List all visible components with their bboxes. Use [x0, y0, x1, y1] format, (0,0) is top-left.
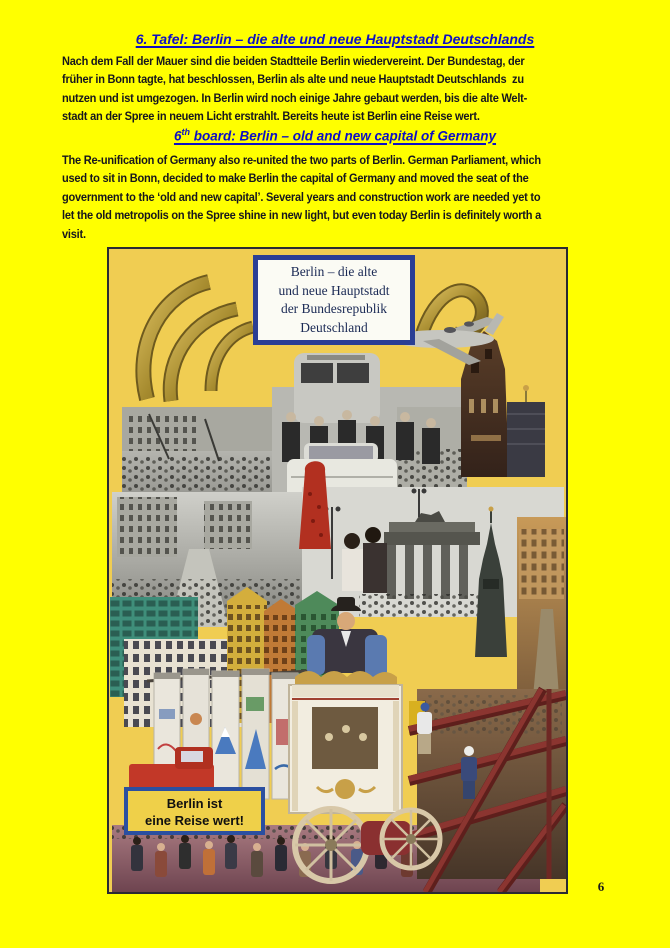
bus-photo — [294, 353, 380, 423]
ordinal-superscript: th — [181, 127, 190, 137]
text-line: let the old metropolis on the Spree shine in new light, but even today Berlin is definitely worth a — [62, 208, 542, 223]
plaque-line: Berlin – die alte — [290, 264, 378, 279]
text-line: nutzen und ist umgezogen. In Berlin wird noch einige Jahre gebaut werden, bis die alte Welt- — [62, 90, 528, 105]
plaque-line: und neue Hauptstadt — [278, 282, 390, 298]
collage-title-plaque — [253, 255, 415, 345]
text-line: stadt an der Spree in neuem Licht erstrahlt. Bereits heute ist Berlin eine Reise wert. — [62, 109, 480, 124]
text-line: Nach dem Fall der Mauer sind die beiden Stadtteile Berlin wiedervereint. Der Bundestag, der — [62, 54, 525, 68]
text-line: The Re-unification of Germany also re-united the two parts of Berlin. German Parliament, which — [62, 153, 541, 167]
berlin-collage — [107, 247, 568, 894]
old-town-street-photo — [517, 517, 566, 697]
barrel-organ-icon — [289, 671, 402, 813]
slogan-line: eine Reise wert! — [145, 813, 244, 828]
plaque-line: Deutschland — [300, 319, 368, 335]
text-line: früher in Bonn tagte, hat beschlossen, Berlin als alte und neue Hauptstadt Deutschlands zu — [62, 72, 524, 87]
text-line: government to the ‘old and new capital’. Several years and construction work are needed yet to — [62, 189, 541, 204]
english-paragraph — [62, 151, 632, 243]
page-number: 6 — [597, 879, 605, 894]
german-paragraph — [62, 52, 632, 126]
slogan-line: Berlin ist — [166, 796, 223, 811]
english-title: 6th board: Berlin – old and new capital of Germany — [173, 127, 497, 144]
german-title: 6. Tafel: Berlin – die alte und neue Hauptstadt Deutschlands — [135, 31, 535, 47]
text-line: used to sit in Bonn, decided to make Berlin the capital of Germany and moved the seat of the — [62, 171, 529, 186]
text-line: visit. — [62, 226, 86, 241]
plaque-line: der Bundesrepublik — [280, 301, 388, 316]
slogan-box — [124, 787, 265, 835]
